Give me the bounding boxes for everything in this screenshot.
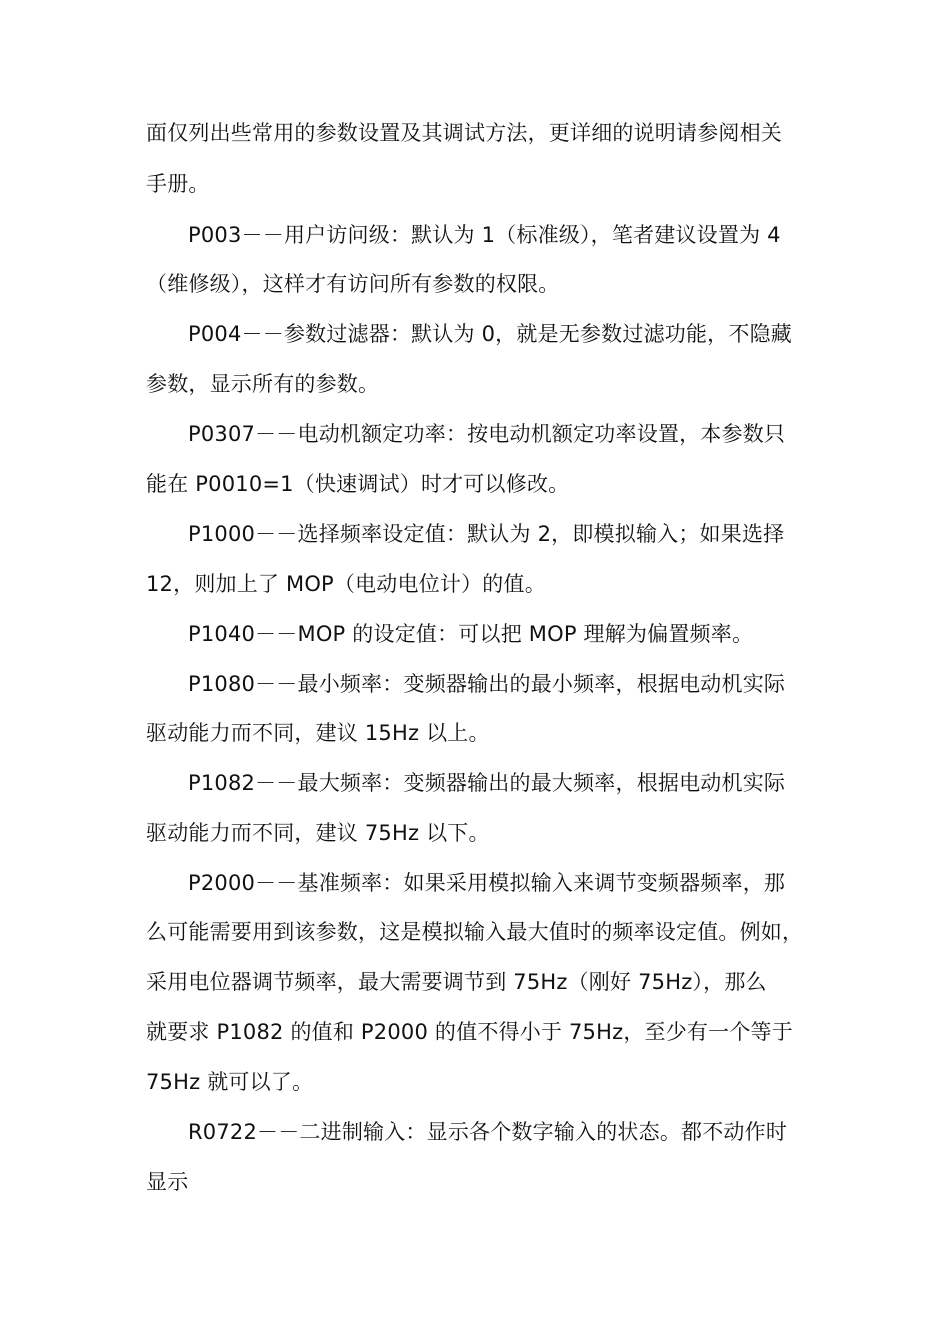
text-line: 驱动能力而不同，建议 75Hz 以下。 (146, 821, 490, 845)
paragraph-r0722-line: R0722－－二进制输入：显示各个数字输入的状态。都不动作时 (188, 1120, 788, 1144)
text-line: 驱动能力而不同，建议 15Hz 以上。 (146, 721, 490, 745)
text-line: 75Hz 就可以了。 (146, 1070, 314, 1094)
paragraph-p003-line: P003－－用户访问级：默认为 1（标准级），笔者建议设置为 4 (188, 223, 781, 247)
paragraph-p1040-line: P1040－－MOP 的设定值：可以把 MOP 理解为偏置频率。 (188, 622, 754, 646)
paragraph-p0307-line: P0307－－电动机额定功率：按电动机额定功率设置，本参数只 (188, 422, 786, 446)
paragraph-p1000-line: P1000－－选择频率设定值：默认为 2，即模拟输入；如果选择 (188, 522, 785, 546)
text-line: 参数，显示所有的参数。 (146, 372, 380, 396)
text-line: 显示 (146, 1170, 189, 1194)
text-line: 么可能需要用到该参数，这是模拟输入最大值时的频率设定值。例如， (146, 920, 804, 944)
text-line: 采用电位器调节频率，最大需要调节到 75Hz（刚好 75Hz），那么 (146, 970, 767, 994)
text-line: 面仅列出些常用的参数设置及其调试方法，更详细的说明请参阅相关 (146, 121, 782, 145)
paragraph-p1080-line: P1080－－最小频率：变频器输出的最小频率，根据电动机实际 (188, 672, 786, 696)
paragraph-p1082-line: P1082－－最大频率：变频器输出的最大频率，根据电动机实际 (188, 771, 786, 795)
text-line: 能在 P0010=1（快速调试）时才可以修改。 (146, 472, 570, 496)
text-line: 12，则加上了 MOP（电动电位计）的值。 (146, 572, 546, 596)
text-line: 就要求 P1082 的值和 P2000 的值不得小于 75Hz，至少有一个等于 (146, 1020, 793, 1044)
paragraph-p2000-line: P2000－－基准频率：如果采用模拟输入来调节变频器频率，那 (188, 871, 786, 895)
text-line: （维修级），这样才有访问所有参数的权限。 (146, 272, 560, 296)
text-line: 手册。 (146, 172, 210, 196)
paragraph-p004-line: P004－－参数过滤器：默认为 0，就是无参数过滤功能，不隐藏 (188, 322, 792, 346)
